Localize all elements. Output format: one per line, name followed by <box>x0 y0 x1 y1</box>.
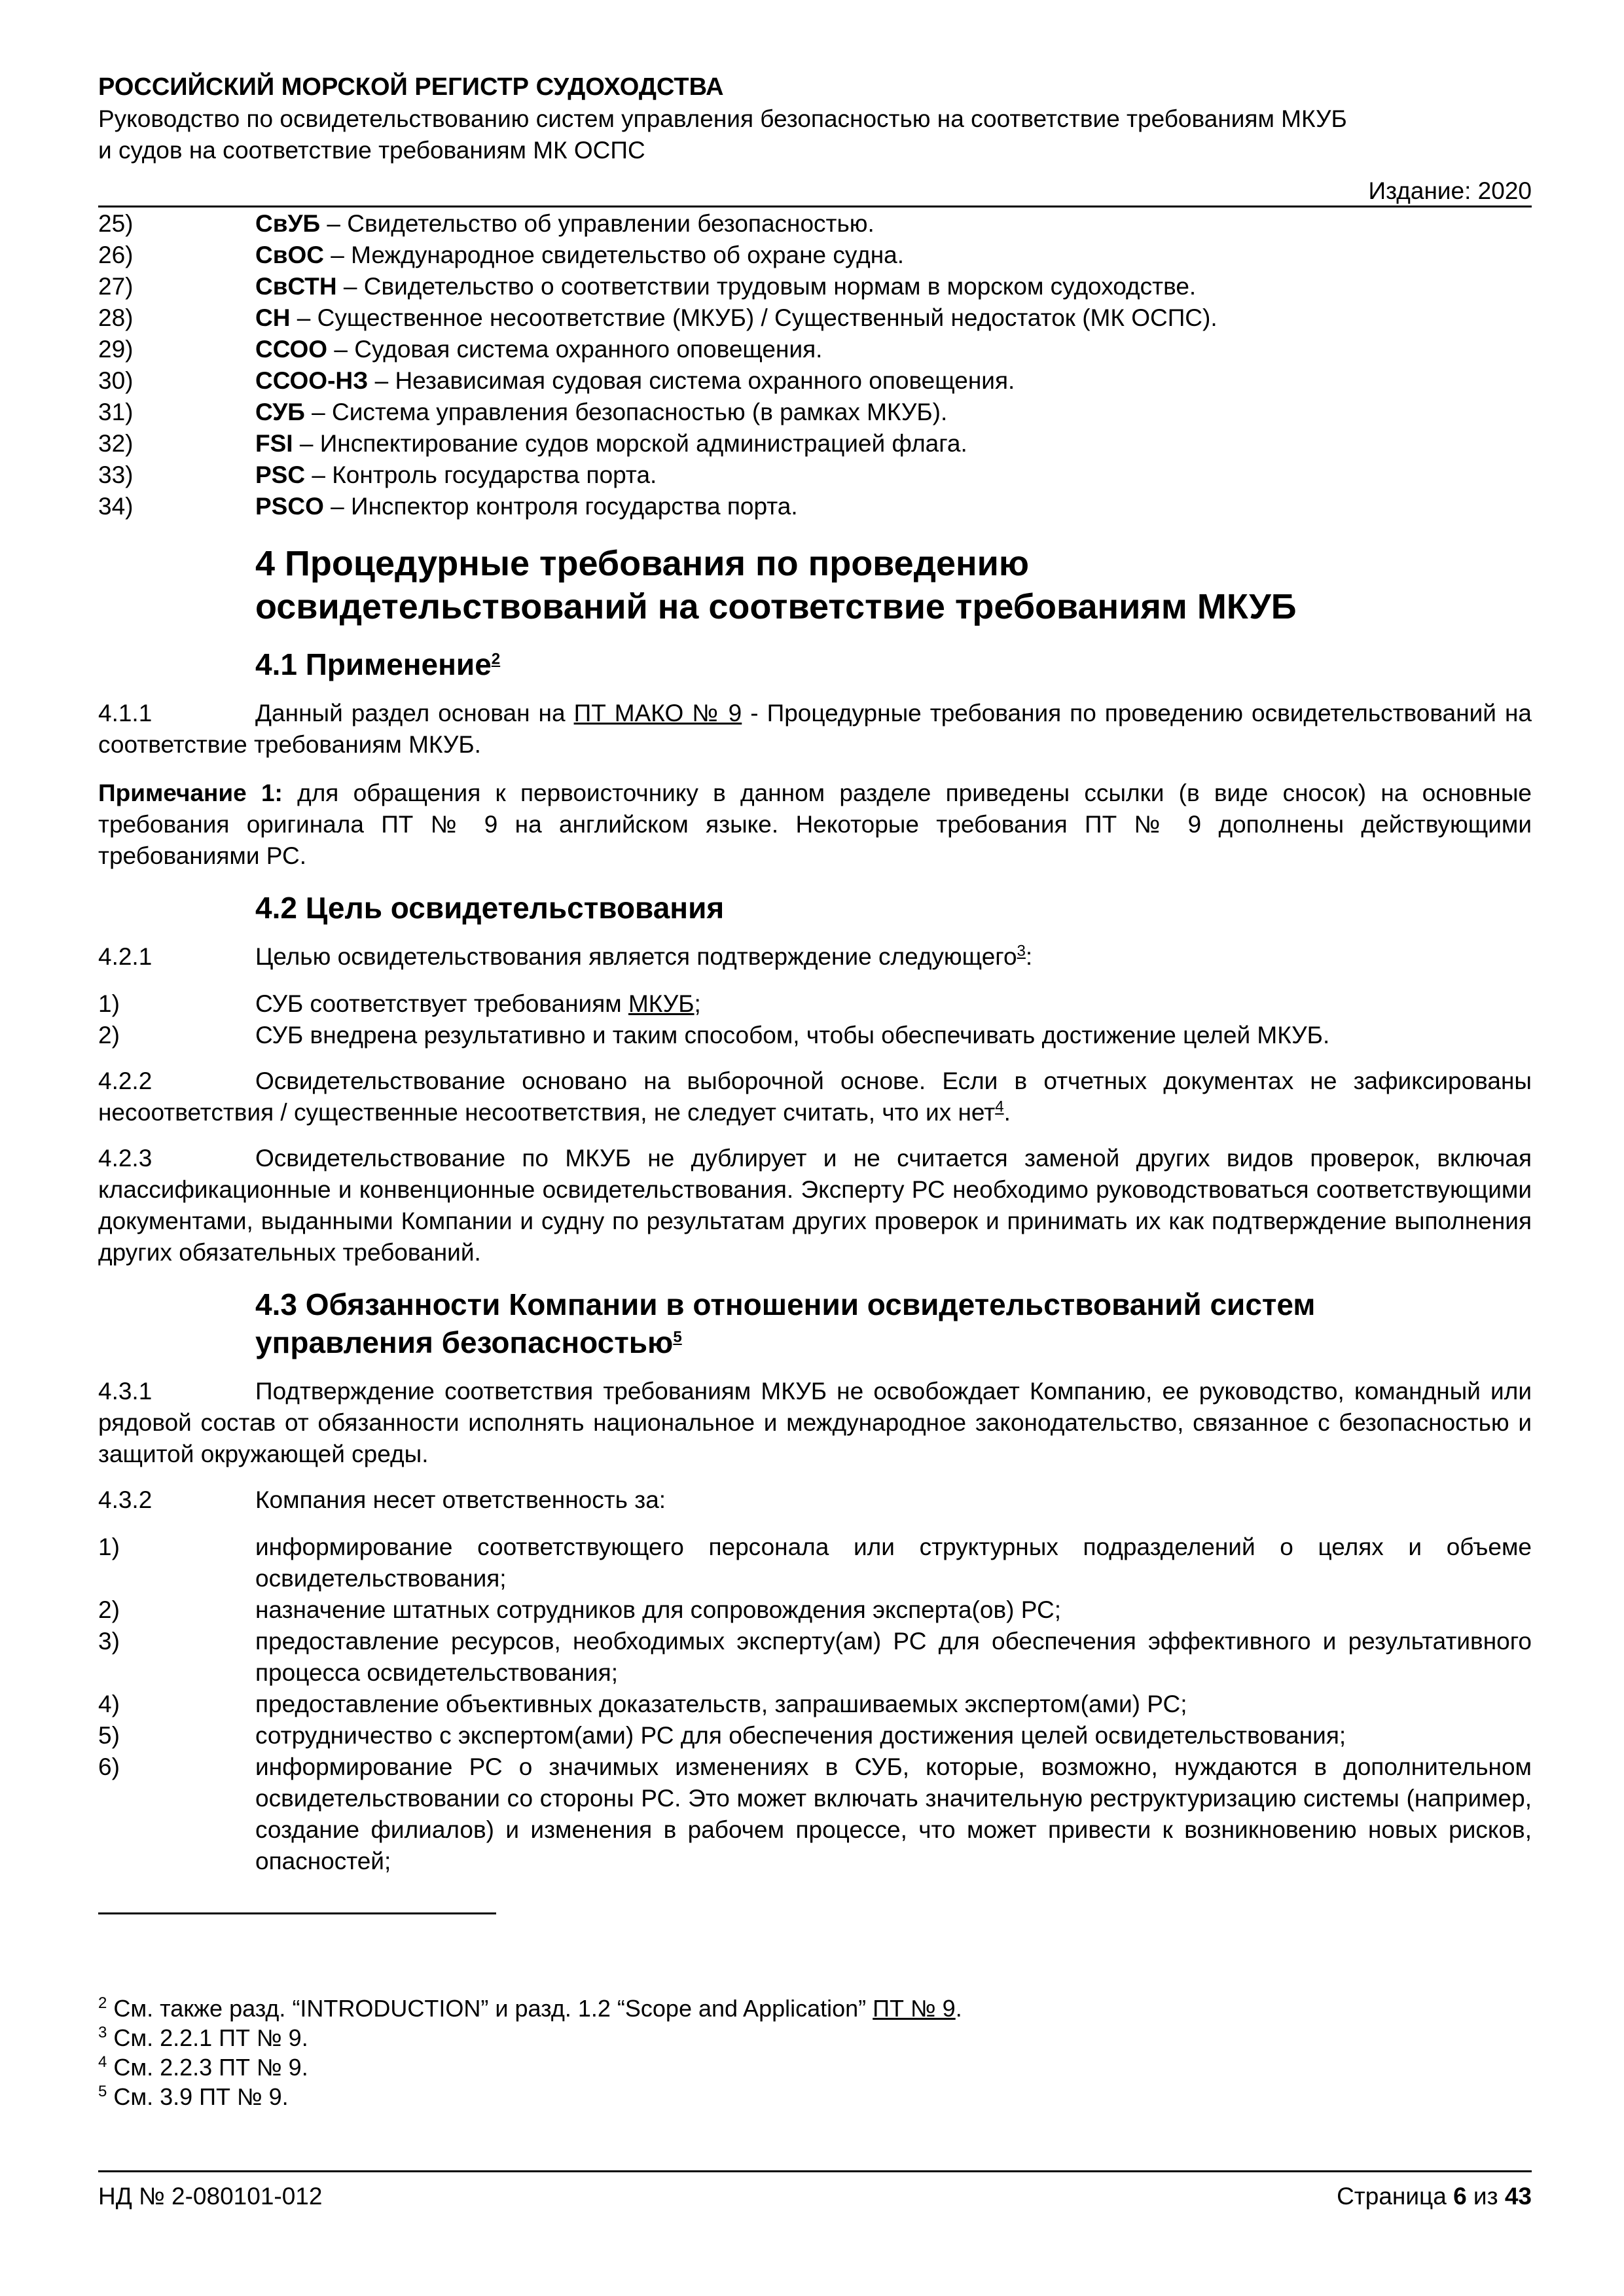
paragraph-text: Освидетельствование основано на выборочной основе. Если в отчетных документах не зафиксированы несоответствия / существенные несоответствия, не следует считать, что их нет <box>98 1067 1532 1126</box>
list-number: 6) <box>98 1753 120 1780</box>
footnote-number: 4 <box>98 2053 107 2071</box>
page-footer <box>98 2181 1532 2212</box>
paragraph-4-3-2 <box>98 1484 1532 1516</box>
note-1 <box>98 778 1532 872</box>
list-item <box>98 988 1532 1020</box>
abbreviation-separator: – <box>336 273 364 300</box>
footnote-text: См. 2.2.1 ПТ № 9. <box>107 2024 308 2051</box>
document-title-line2: и судов на соответствие требованиям МК ОСПС <box>98 137 645 164</box>
list-item <box>98 1689 1532 1720</box>
abbreviation-item <box>98 208 1532 240</box>
list-item <box>98 1751 1532 1877</box>
footnote-4 <box>98 2053 1532 2082</box>
abbreviation-term: ССОО-НЗ <box>255 367 369 394</box>
abbreviation-number: 30) <box>98 367 134 394</box>
abbreviation-term: FSI <box>255 430 293 457</box>
paragraph-text-b: - Процедурные требования по проведению освидетельствований на соответствие требованиям МКУБ. <box>98 700 1532 758</box>
abbreviation-term: PSC <box>255 461 306 488</box>
page-current: 6 <box>1453 2183 1467 2210</box>
list-number: 5) <box>98 1722 120 1749</box>
abbreviation-number: 34) <box>98 493 134 520</box>
note-label: Примечание 1: <box>98 780 283 806</box>
paragraph-number: 4.2.1 <box>98 943 153 970</box>
section-4-heading-line1: 4 Процедурные требования по проведению <box>255 544 1029 583</box>
list-item <box>98 1020 1532 1051</box>
list-item <box>98 1594 1532 1626</box>
abbreviation-term: СвСТН <box>255 273 337 300</box>
abbreviation-description: Существенное несоответствие (МКУБ) / Существенный недостаток (МК ОСПС). <box>317 304 1218 331</box>
section-4-heading-line2: освидетельствований на соответствие требованиям МКУБ <box>255 587 1297 626</box>
page-total: 43 <box>1504 2183 1532 2210</box>
abbreviation-item <box>98 334 1532 365</box>
abbreviation-description: Судовая система охранного оповещения. <box>354 336 823 363</box>
list-text-b: ; <box>694 990 701 1017</box>
abbreviation-number: 26) <box>98 242 134 268</box>
list-text: назначение штатных сотрудников для сопровождения эксперта(ов) РС; <box>255 1596 1061 1623</box>
note-text: для обращения к первоисточнику в данном разделе приведены ссылки (в виде сносок) на основные требования оригинала ПТ № 9 на английском языке. Некоторые требования ПТ № 9 дополнены действующими требованиями РС. <box>98 780 1532 869</box>
abbreviation-item <box>98 428 1532 459</box>
list-text: информирование соответствующего персонала или структурных подразделений о целях и объеме освидетельствования; <box>255 1534 1532 1592</box>
section-4-3-heading-line2: управления безопасностью <box>255 1325 674 1359</box>
abbreviation-item <box>98 271 1532 302</box>
section-4-1-title: 4.1 Применение <box>255 647 492 681</box>
footnote-text: См. 3.9 ПТ № 9. <box>107 2083 289 2110</box>
abbreviation-item <box>98 365 1532 397</box>
paragraph-4-2-3 <box>98 1143 1532 1268</box>
abbreviation-term: PSCO <box>255 493 324 520</box>
abbreviation-separator: – <box>323 242 352 268</box>
section-4-1-heading <box>255 645 1532 683</box>
list-number: 2) <box>98 1022 120 1049</box>
abbreviation-separator: – <box>304 399 332 425</box>
list-text: информирование РС о значимых изменениях в СУБ, которые, возможно, нуждаются в дополнительном освидетельствовании со стороны РС. Это может включать значительную реструктуризацию системы (например, создание филиалов) и изменения в рабочем процессе, что может привести к возникновению новых рисков, опасностей; <box>255 1753 1532 1874</box>
abbreviation-separator: – <box>293 430 320 457</box>
paragraph-4-1-1 <box>98 698 1532 761</box>
list-number: 4) <box>98 1691 120 1717</box>
footnote-number: 2 <box>98 1994 107 2012</box>
pt-9-link[interactable]: ПТ № 9 <box>873 1995 956 2022</box>
footnote-number: 3 <box>98 2024 107 2041</box>
abbreviation-separator: – <box>368 367 395 394</box>
abbreviation-item <box>98 459 1532 491</box>
list-text: сотрудничество с экспертом(ами) РС для обеспечения достижения целей освидетельствования; <box>255 1722 1346 1749</box>
abbreviation-number: 29) <box>98 336 134 363</box>
list-text: предоставление ресурсов, необходимых эксперту(ам) РС для обеспечения эффективного и результативного процесса освидетельствования; <box>255 1628 1532 1686</box>
paragraph-text: Освидетельствование по МКУБ не дублирует и не считается заменой других видов проверок, включая классификационные и конвенционные освидетельствования. Эксперту РС необходимо руководствоваться соответствующими документами, выданными Компании и судну по результатам других проверок и принимать их как подтверждение выполнения других обязательных требований. <box>98 1145 1532 1266</box>
page-header <box>98 71 1532 207</box>
document-number: НД № 2-080101-012 <box>98 2183 323 2210</box>
footnote-separator <box>98 1912 496 1914</box>
page-label: Страница <box>1337 2183 1454 2210</box>
footnote-number: 5 <box>98 2083 107 2100</box>
abbreviation-separator: – <box>320 210 348 237</box>
pt-mako-9-link[interactable]: ПТ МАКО № 9 <box>573 700 742 726</box>
page-body <box>98 208 1532 1877</box>
abbreviation-separator: – <box>305 461 333 488</box>
list-number: 2) <box>98 1596 120 1623</box>
abbreviation-term: СвОС <box>255 242 324 268</box>
paragraph-4-2-1 <box>98 941 1532 973</box>
abbreviation-item <box>98 397 1532 428</box>
paragraph-text: Компания несет ответственность за: <box>255 1486 666 1513</box>
footnote-3 <box>98 2023 1532 2053</box>
footnotes <box>98 1994 1532 2111</box>
abbreviation-description: Инспектирование судов морской администрацией флага. <box>319 430 967 457</box>
list-number: 3) <box>98 1628 120 1655</box>
paragraph-number: 4.2.3 <box>98 1145 153 1172</box>
abbreviation-number: 28) <box>98 304 134 331</box>
page-indicator <box>1337 2181 1532 2212</box>
header-divider <box>98 206 1532 207</box>
abbreviation-item <box>98 491 1532 522</box>
paragraph-number: 4.1.1 <box>98 700 153 726</box>
footnote-ref-2[interactable]: 2 <box>491 650 501 668</box>
document-title-line1: Руководство по освидетельствованию систем управления безопасностью на соответствие требованиям МКУБ <box>98 105 1347 132</box>
colon: : <box>1025 943 1033 970</box>
abbreviation-separator: – <box>327 336 355 363</box>
abbreviation-separator: – <box>323 493 351 520</box>
list-number: 1) <box>98 1534 120 1560</box>
section-4-3-heading-line1: 4.3 Обязанности Компании в отношении освидетельствований систем <box>255 1287 1316 1321</box>
abbreviation-term: ССОО <box>255 336 328 363</box>
abbreviation-term: СН <box>255 304 291 331</box>
list-number: 1) <box>98 990 120 1017</box>
list-item <box>98 1532 1532 1594</box>
paragraph-text-a: Данный раздел основан на <box>255 700 574 726</box>
abbreviation-number: 32) <box>98 430 134 457</box>
list-text: СУБ внедрена результативно и таким способом, чтобы обеспечивать достижение целей МКУБ. <box>255 1022 1330 1049</box>
abbreviation-number: 27) <box>98 273 134 300</box>
period: . <box>1003 1099 1011 1126</box>
list-text-a: СУБ соответствует требованиям <box>255 990 628 1017</box>
abbreviation-number: 33) <box>98 461 134 488</box>
abbreviation-description: Свидетельство о соответствии трудовым нормам в морском судоходстве. <box>363 273 1197 300</box>
list-item <box>98 1626 1532 1689</box>
abbreviation-separator: – <box>290 304 317 331</box>
paragraph-4-2-2 <box>98 1066 1532 1128</box>
footnote-end: . <box>955 1995 962 2022</box>
mkub-link[interactable]: МКУБ <box>628 990 695 1017</box>
paragraph-number: 4.3.1 <box>98 1378 153 1405</box>
edition-label: Издание: 2020 <box>1368 177 1532 204</box>
abbreviation-term: СУБ <box>255 399 305 425</box>
abbreviation-item <box>98 302 1532 334</box>
organization-name: РОССИЙСКИЙ МОРСКОЙ РЕГИСТР СУДОХОДСТВА <box>98 73 724 101</box>
paragraph-text: Целью освидетельствования является подтверждение следующего <box>255 943 1017 970</box>
abbreviation-description: Инспектор контроля государства порта. <box>351 493 798 520</box>
footnote-text: См. также разд. “INTRODUCTION” и разд. 1.2 “Scope and Application” <box>107 1995 873 2022</box>
footnote-text: См. 2.2.3 ПТ № 9. <box>107 2054 308 2081</box>
abbreviation-description: Независимая судовая система охранного оповещения. <box>395 367 1015 394</box>
footnote-2 <box>98 1994 1532 2023</box>
paragraph-number: 4.2.2 <box>98 1067 153 1094</box>
list-item <box>98 1720 1532 1751</box>
abbreviation-number: 25) <box>98 210 134 237</box>
abbreviation-description: Контроль государства порта. <box>332 461 657 488</box>
list-text: предоставление объективных доказательств, запрашиваемых экспертом(ами) РС; <box>255 1691 1187 1717</box>
footnote-ref-4[interactable]: 4 <box>995 1098 1004 1116</box>
abbreviation-item <box>98 240 1532 271</box>
abbreviation-number: 31) <box>98 399 134 425</box>
abbreviation-description: Международное свидетельство об охране судна. <box>351 242 905 268</box>
footnote-ref-5[interactable]: 5 <box>673 1328 682 1346</box>
abbreviation-list <box>98 208 1532 522</box>
abbreviation-description: Свидетельство об управлении безопасностью. <box>347 210 875 237</box>
section-4-2-heading: 4.2 Цель освидетельствования <box>255 891 725 925</box>
paragraph-4-3-1 <box>98 1376 1532 1470</box>
page-of: из <box>1466 2183 1505 2210</box>
section-4-3-heading <box>255 1285 1532 1361</box>
section-4-heading <box>255 542 1532 628</box>
footer-divider <box>98 2170 1532 2172</box>
footnote-5 <box>98 2082 1532 2111</box>
paragraph-number: 4.3.2 <box>98 1486 153 1513</box>
abbreviation-term: СвУБ <box>255 210 321 237</box>
abbreviation-description: Система управления безопасностью (в рамках МКУБ). <box>331 399 948 425</box>
paragraph-text: Подтверждение соответствия требованиям МКУБ не освобождает Компанию, ее руководство, командный или рядовой состав от обязанности исполнять национальное и международное законодательство, связанное с безопасностью и защитой окружающей среды. <box>98 1378 1532 1467</box>
footnote-ref-3[interactable]: 3 <box>1017 942 1026 960</box>
responsibility-list <box>98 1532 1532 1877</box>
